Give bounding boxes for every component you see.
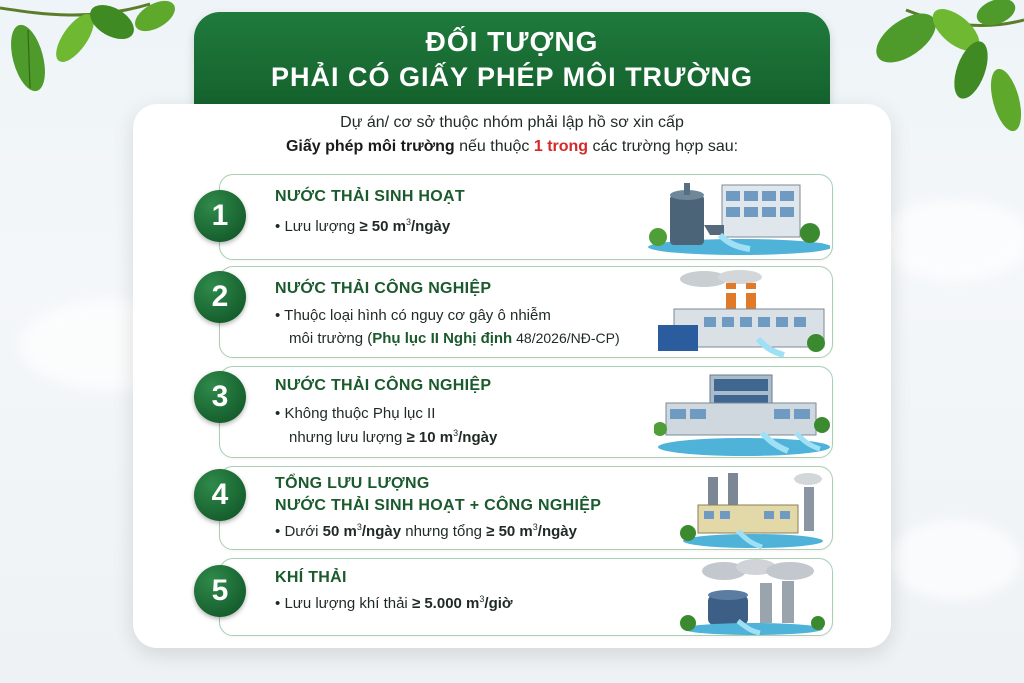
case-item-4: [211, 466, 833, 550]
case-number-badge: 4: [194, 469, 246, 521]
detail-decree-number: 48/2026/NĐ-CP): [512, 330, 620, 346]
background-cloud: [890, 520, 1020, 600]
combined-plant-icon: [678, 469, 828, 549]
detail-text: nhưng tổng: [401, 523, 487, 540]
bullet: •: [275, 307, 281, 324]
intro-bold-text: Giấy phép môi trường: [285, 138, 455, 155]
case-title-line1: TỔNG LƯU LƯỢNG: [275, 475, 430, 492]
case-detail: [275, 218, 450, 235]
detail-text: Thuộc loại hình có nguy cơ gây ô nhiễm: [284, 307, 551, 324]
detail-unit: /ngày: [361, 523, 402, 540]
intro-end-text: các trường hợp sau:: [588, 138, 739, 155]
detail-superscript: 3: [532, 522, 538, 532]
bullet: •: [275, 523, 281, 540]
detail-superscript: 3: [406, 217, 412, 227]
bullet: •: [275, 218, 281, 235]
intro-mid-text: nếu thuộc: [454, 138, 534, 155]
detail-legal-reference: Phụ lục II Nghị định: [372, 330, 513, 347]
detail-unit: /ngày: [411, 218, 451, 235]
detail-text: nhưng lưu lượng: [289, 429, 407, 446]
case-detail-line1: [275, 405, 435, 422]
case-title: NƯỚC THẢI CÔNG NGHIỆP: [275, 377, 492, 394]
case-title: NƯỚC THẢI SINH HOẠT: [275, 188, 465, 205]
intro-highlight-text: 1 trong: [533, 138, 589, 155]
detail-unit: /giờ: [484, 595, 513, 612]
detail-unit: /ngày: [458, 429, 498, 446]
detail-superscript: 3: [453, 428, 459, 438]
main-card: [133, 104, 891, 648]
detail-superscript: 3: [479, 594, 485, 604]
industrial-factory-icon: [654, 269, 830, 357]
case-number-badge: 5: [194, 565, 246, 617]
intro-line1: Dự án/ cơ sở thuộc nhóm phải lập hồ sơ xin cấp: [340, 114, 684, 131]
detail-text: môi trường (: [289, 330, 373, 347]
detail-text: Không thuộc Phụ lục II: [284, 405, 436, 422]
case-number-badge: 2: [194, 271, 246, 323]
header-banner: [194, 12, 830, 112]
intro-line2: [133, 138, 891, 156]
detail-unit: /ngày: [537, 523, 577, 540]
case-item-5: [211, 558, 833, 636]
case-number-badge: 3: [194, 371, 246, 423]
industrial-plant-icon: [654, 369, 830, 457]
case-title: KHÍ THẢI: [275, 569, 347, 586]
background-cloud: [880, 200, 1024, 280]
case-item-3: [211, 366, 833, 458]
domestic-wastewater-facility-icon: [640, 177, 830, 255]
detail-text: Lưu lượng: [284, 218, 360, 235]
case-title: NƯỚC THẢI CÔNG NGHIỆP: [275, 280, 492, 297]
intro-text: [133, 114, 891, 156]
case-detail: [275, 595, 513, 612]
detail-superscript: 3: [356, 522, 362, 532]
case-item-1: [211, 174, 833, 260]
case-detail: [275, 523, 577, 540]
detail-text: Lưu lượng khí thải: [284, 595, 412, 612]
detail-value: ≥ 50 m: [486, 523, 533, 540]
case-title-line2: NƯỚC THẢI SINH HOẠT + CÔNG NGHIỆP: [275, 497, 602, 514]
case-item-2: [211, 266, 833, 358]
detail-text: Dưới: [284, 523, 323, 540]
case-number-badge: 1: [194, 190, 246, 242]
emission-stacks-icon: [678, 559, 828, 635]
detail-value: ≥ 50 m: [359, 218, 406, 235]
case-detail-line1: [275, 307, 551, 324]
bullet: •: [275, 595, 281, 612]
page-title-line1: ĐỐI TƯỢNG: [425, 26, 599, 57]
bullet: •: [275, 405, 281, 422]
detail-value: ≥ 5.000 m: [411, 595, 480, 612]
case-detail-line2: [289, 330, 620, 347]
case-detail-line2: [289, 429, 497, 446]
page-title-line2: PHẢI CÓ GIẤY PHÉP MÔI TRƯỜNG: [271, 62, 753, 92]
detail-value: ≥ 10 m: [406, 429, 454, 446]
leaves-top-left-decoration: [0, 0, 190, 110]
detail-value: 50 m: [322, 523, 357, 540]
